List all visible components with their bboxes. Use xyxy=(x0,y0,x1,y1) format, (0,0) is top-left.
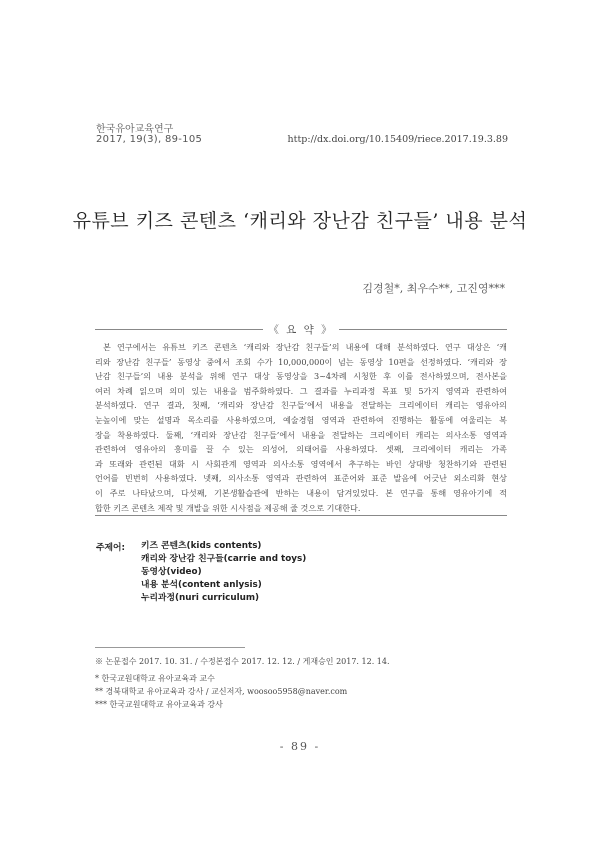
abstract-line: 관련하여 영유아의 흥미를 끌 수 있는 의성어, 의태어를 사용하였다. 셋째, 크리에이터 캐리는 가족 xyxy=(95,444,507,455)
abstract-heading-label: 《 요 약 》 xyxy=(268,324,334,336)
abstract-line: 여러 차례 읽으며 의미 있는 내용을 범주화하였다. 그 결과를 누리과정 목표 및 5가지 영역과 관련하여 xyxy=(95,385,507,396)
footnote-author-2: ** 경북대학교 유아교육과 강사 / 교신저자, woosoo5958@naver.com xyxy=(95,687,348,696)
abstract-line: 과 또래와 관련된 대화 시 사회관계 영역과 의사소통 영역에서 추구하는 바인 상대방 청찬하기와 관련된 xyxy=(95,458,507,469)
abstract-line: 리와 장난감 친구들’ 동영상 중에서 조회 수가 10,000,000이 넘는 동영상 10편을 선정하였다. ‘캐리와 장 xyxy=(95,356,507,367)
abstract-divider-bottom xyxy=(95,515,507,516)
keyword-item: 캐리와 장난감 친구들(carrie and toys) xyxy=(141,554,307,564)
page-number: - 89 - xyxy=(279,740,321,753)
keyword-item: 키즈 콘텐츠(kids contents) xyxy=(141,541,262,551)
journal-name: 한국유아교육연구 xyxy=(96,124,174,135)
journal-volume: 2017, 19(3), 89-105 xyxy=(96,134,203,145)
footnote-divider xyxy=(95,647,245,648)
abstract-line: 난감 친구들’의 내용 분석을 위해 연구 대상 동영상을 3~4차례 시청한 후 이를 전사하였으며, 전사본을 xyxy=(95,371,507,382)
abstract-line: 장을 착용하였다. 둘째, ‘캐리와 장난감 친구들’에서 내용을 전달하는 크리에이터 캐리는 의사소통 영역과 xyxy=(95,429,507,440)
abstract-line: 이 주로 나타났으며, 다섯째, 기본생활습관에 반하는 내용이 담겨있었다. 본 연구를 통해 영유아기에 적 xyxy=(95,487,507,498)
keywords-list xyxy=(141,540,306,605)
abstract-line: 눈높이에 맞는 설명과 목소리를 사용하였으며, 예술경험 영역과 관련하여 진행하는 활동에 여울리는 복 xyxy=(95,414,507,425)
abstract-body xyxy=(95,340,507,515)
footnote-dates: ※ 논문접수 2017. 10. 31. / 수정본접수 2017. 12. 12. / 게재승인 2017. 12. 14. xyxy=(95,657,390,666)
abstract-heading xyxy=(95,322,507,336)
abstract-line: 본 연구에서는 유튜브 키즈 콘텐츠 ‘캐리와 장난감 친구들’의 내용에 대해 분석하였다. 연구 대상은 ‘캐 xyxy=(103,342,507,352)
keywords-label: 주제어: xyxy=(96,543,126,553)
paper-title: 유튜브 키즈 콘텐츠 ‘캐리와 장난감 친구들’ 내용 분석 xyxy=(72,210,528,232)
abstract-divider-right xyxy=(339,329,507,330)
keyword-item: 내용 분석(content anlysis) xyxy=(141,580,262,590)
keyword-item: 누리과정(nuri curriculum) xyxy=(141,593,260,603)
doi-link[interactable]: http://dx.doi.org/10.15409/riece.2017.19.3.89 xyxy=(287,134,508,145)
footnote-author-3: *** 한국교원대학교 유아교육과 강사 xyxy=(95,700,223,709)
author-list: 김경철*, 최우수**, 고진영*** xyxy=(362,282,505,295)
footnote-author-1: * 한국교원대학교 유아교육과 교수 xyxy=(95,674,215,683)
abstract-line: 합한 키즈 콘텐츠 제작 및 개발을 위한 시사점을 제공해 줄 것으로 기대한다. xyxy=(95,502,361,513)
abstract-line: 언어를 빈번히 사용하였다. 넷째, 의사소통 영역과 관련하여 표준어와 표준 발음에 어긋난 외소리화 현상 xyxy=(95,473,507,484)
keyword-item: 동영상(video) xyxy=(141,567,202,577)
abstract-line: 분석하였다. 연구 결과, 첫째, ‘캐리와 장난감 친구들’에서 내용을 전달하는 크리에이터 캐리는 영유아의 xyxy=(95,400,507,411)
